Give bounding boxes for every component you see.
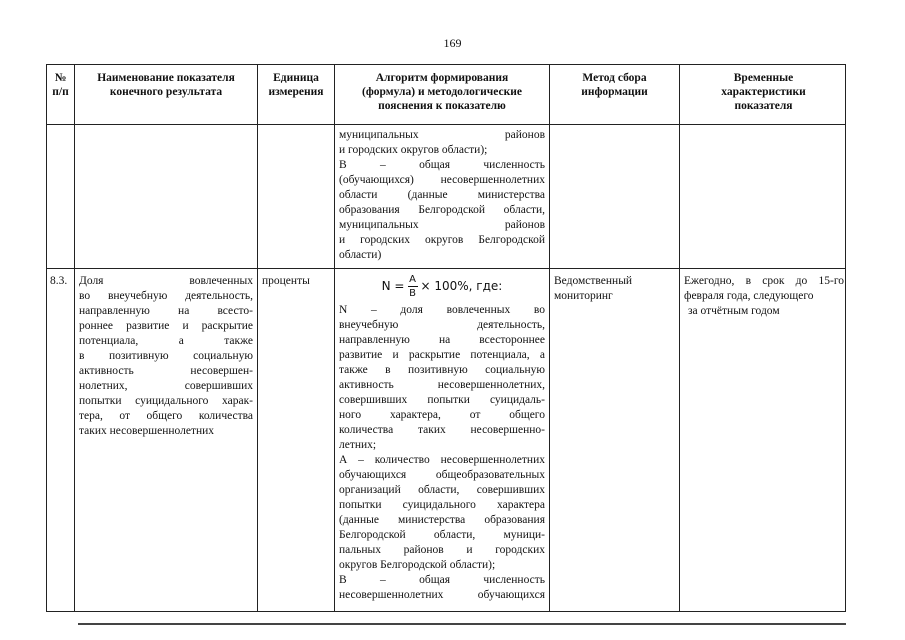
formula: N = $\frac{A}{B}$ × 100%, где:: [381, 273, 503, 299]
row2-unit: проценты: [262, 275, 310, 287]
page-number: 169: [443, 36, 462, 50]
fraction: $\frac{A}{B}$: [409, 273, 416, 299]
row2-algorithm: N = $\frac{A}{B}$ × 100%, где: N – доля вовлеченных во внеучебную деятельность, направленную на всестороннее развитие и раскрытие потенциала, а также в позитивную социальную активность несовершеннолетних, совершивших попытки суицидаль- ного характера, от общего количества таких несовершенно- летних; А – количество несовершеннолетних обучающихся общеобразовательных организаций области, совершивших попытки суицидального характера (данные министерства образования Белгородской области, муници- пальных районов и городских округов Белгородской области); В – общая численность несовершеннолетних обучающихся: [339, 269, 545, 603]
column-divider: [679, 65, 680, 611]
column-divider: [257, 65, 258, 611]
header-num: № п/п: [52, 72, 69, 98]
column-divider: [334, 65, 335, 611]
row2-indicator-name: Доля вовлеченных во внеучебную деятельность, направленную на всесто- роннее развитие и раскрытие потенциала, а также в позитивную социальную активность несовершен- нолетних, совершивших попытки суицидального харак- тера, от общего количества таких несовершеннолетних: [79, 275, 253, 437]
indicator-table: [46, 64, 846, 612]
header-time: Временные характеристики показателя: [721, 72, 806, 112]
header-name: Наименование показателя конечного результата: [97, 72, 235, 98]
row2-time-characteristics: Ежегодно, в срок до 15-го февраля года, следующего за отчётным годом: [684, 275, 844, 317]
row1-algorithm: муниципальных районов и городских округов области); В – общая численность (обучающихся) несовершеннолетних области (данные министерства образования Белгородской области, муниципальных районов и городских округов Белгородской области): [339, 129, 545, 261]
column-divider: [74, 65, 75, 611]
row2-collection-method: Ведомственный мониторинг: [554, 275, 633, 302]
header-algorithm: Алгоритм формирования (формула) и методологические пояснения к показателю: [362, 72, 522, 112]
column-divider: [549, 65, 550, 611]
row2-number: 8.3.: [50, 275, 68, 287]
row-divider: [47, 124, 845, 125]
header-unit: Единица измерения: [268, 72, 324, 98]
header-method: Метод сбора информации: [581, 72, 648, 98]
page-bottom-rule: [78, 623, 846, 625]
